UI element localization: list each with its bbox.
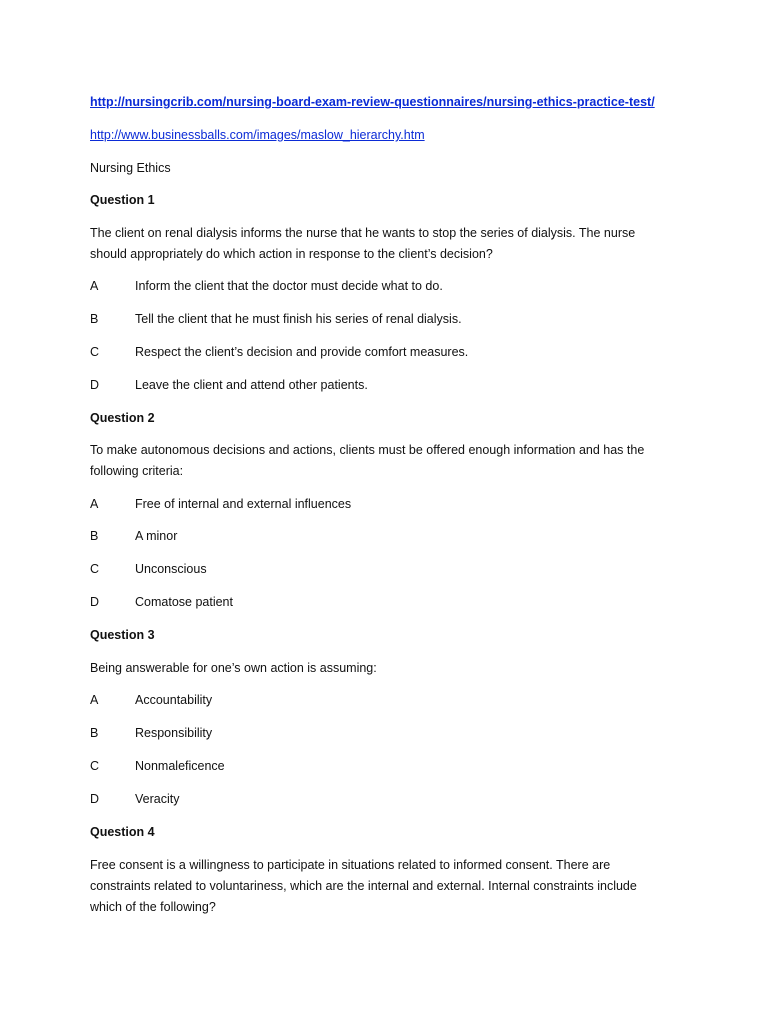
option-letter: B xyxy=(90,529,99,543)
question-4-line-2: constraints related to voluntariness, which are the internal and external. Internal constraints include xyxy=(90,879,637,893)
question-1-option-c xyxy=(90,342,690,363)
question-3-option-b xyxy=(90,723,690,744)
question-2-line-1: To make autonomous decisions and actions, clients must be offered enough information and has the xyxy=(90,443,645,457)
question-2-title: Question 2 xyxy=(90,411,155,425)
question-2-option-d xyxy=(90,592,690,613)
question-2-option-a xyxy=(90,494,690,515)
option-letter: B xyxy=(90,726,99,740)
question-1-line-2: should appropriately do which action in response to the client’s decision? xyxy=(90,247,493,261)
option-letter: A xyxy=(90,279,99,293)
question-2-option-b xyxy=(90,526,690,547)
option-letter: D xyxy=(90,595,100,609)
question-3-title: Question 3 xyxy=(90,628,155,642)
question-1-title: Question 1 xyxy=(90,193,155,207)
question-2-line-2: following criteria: xyxy=(90,464,184,478)
document-heading: Nursing Ethics xyxy=(90,161,171,175)
question-4-line-1: Free consent is a willingness to participate in situations related to informed consent. There are xyxy=(90,858,611,872)
question-1-option-d xyxy=(90,375,690,396)
option-text: Accountability xyxy=(135,693,213,707)
question-3-option-c xyxy=(90,756,690,777)
question-1-option-a xyxy=(90,276,690,297)
reference-link-businessballs[interactable]: http://www.businessballs.com/images/maslow_hierarchy.htm xyxy=(90,128,425,142)
option-letter: A xyxy=(90,497,99,511)
option-text: Free of internal and external influences xyxy=(135,497,352,511)
option-text: Responsibility xyxy=(135,726,213,740)
option-letter: C xyxy=(90,759,100,773)
option-text: Unconscious xyxy=(135,562,207,576)
option-letter: D xyxy=(90,378,100,392)
option-text: Veracity xyxy=(135,792,180,806)
option-letter: C xyxy=(90,562,100,576)
option-text: Inform the client that the doctor must decide what to do. xyxy=(135,279,443,293)
option-text: Leave the client and attend other patients. xyxy=(135,378,368,392)
question-4-title: Question 4 xyxy=(90,825,155,839)
option-text: Respect the client’s decision and provide comfort measures. xyxy=(135,345,469,359)
question-1-line-1: The client on renal dialysis informs the nurse that he wants to stop the series of dialysis. The nurse xyxy=(90,226,636,240)
question-3-option-a xyxy=(90,690,690,711)
option-letter: D xyxy=(90,792,100,806)
option-text: Tell the client that he must finish his series of renal dialysis. xyxy=(135,312,462,326)
question-2-option-c xyxy=(90,559,690,580)
option-letter: C xyxy=(90,345,100,359)
question-1-option-b xyxy=(90,309,690,330)
option-text: Comatose patient xyxy=(135,595,233,609)
reference-link-nursingcrib[interactable]: http://nursingcrib.com/nursing-board-exam-review-questionnaires/nursing-ethics-practice-test/ xyxy=(90,95,655,109)
option-text: A minor xyxy=(135,529,178,543)
question-4-line-3: which of the following? xyxy=(90,900,216,914)
option-letter: B xyxy=(90,312,99,326)
document-page xyxy=(90,0,690,1024)
option-text: Nonmaleficence xyxy=(135,759,225,773)
option-letter: A xyxy=(90,693,99,707)
question-3-option-d xyxy=(90,789,690,810)
question-3-line-1: Being answerable for one’s own action is assuming: xyxy=(90,661,377,675)
